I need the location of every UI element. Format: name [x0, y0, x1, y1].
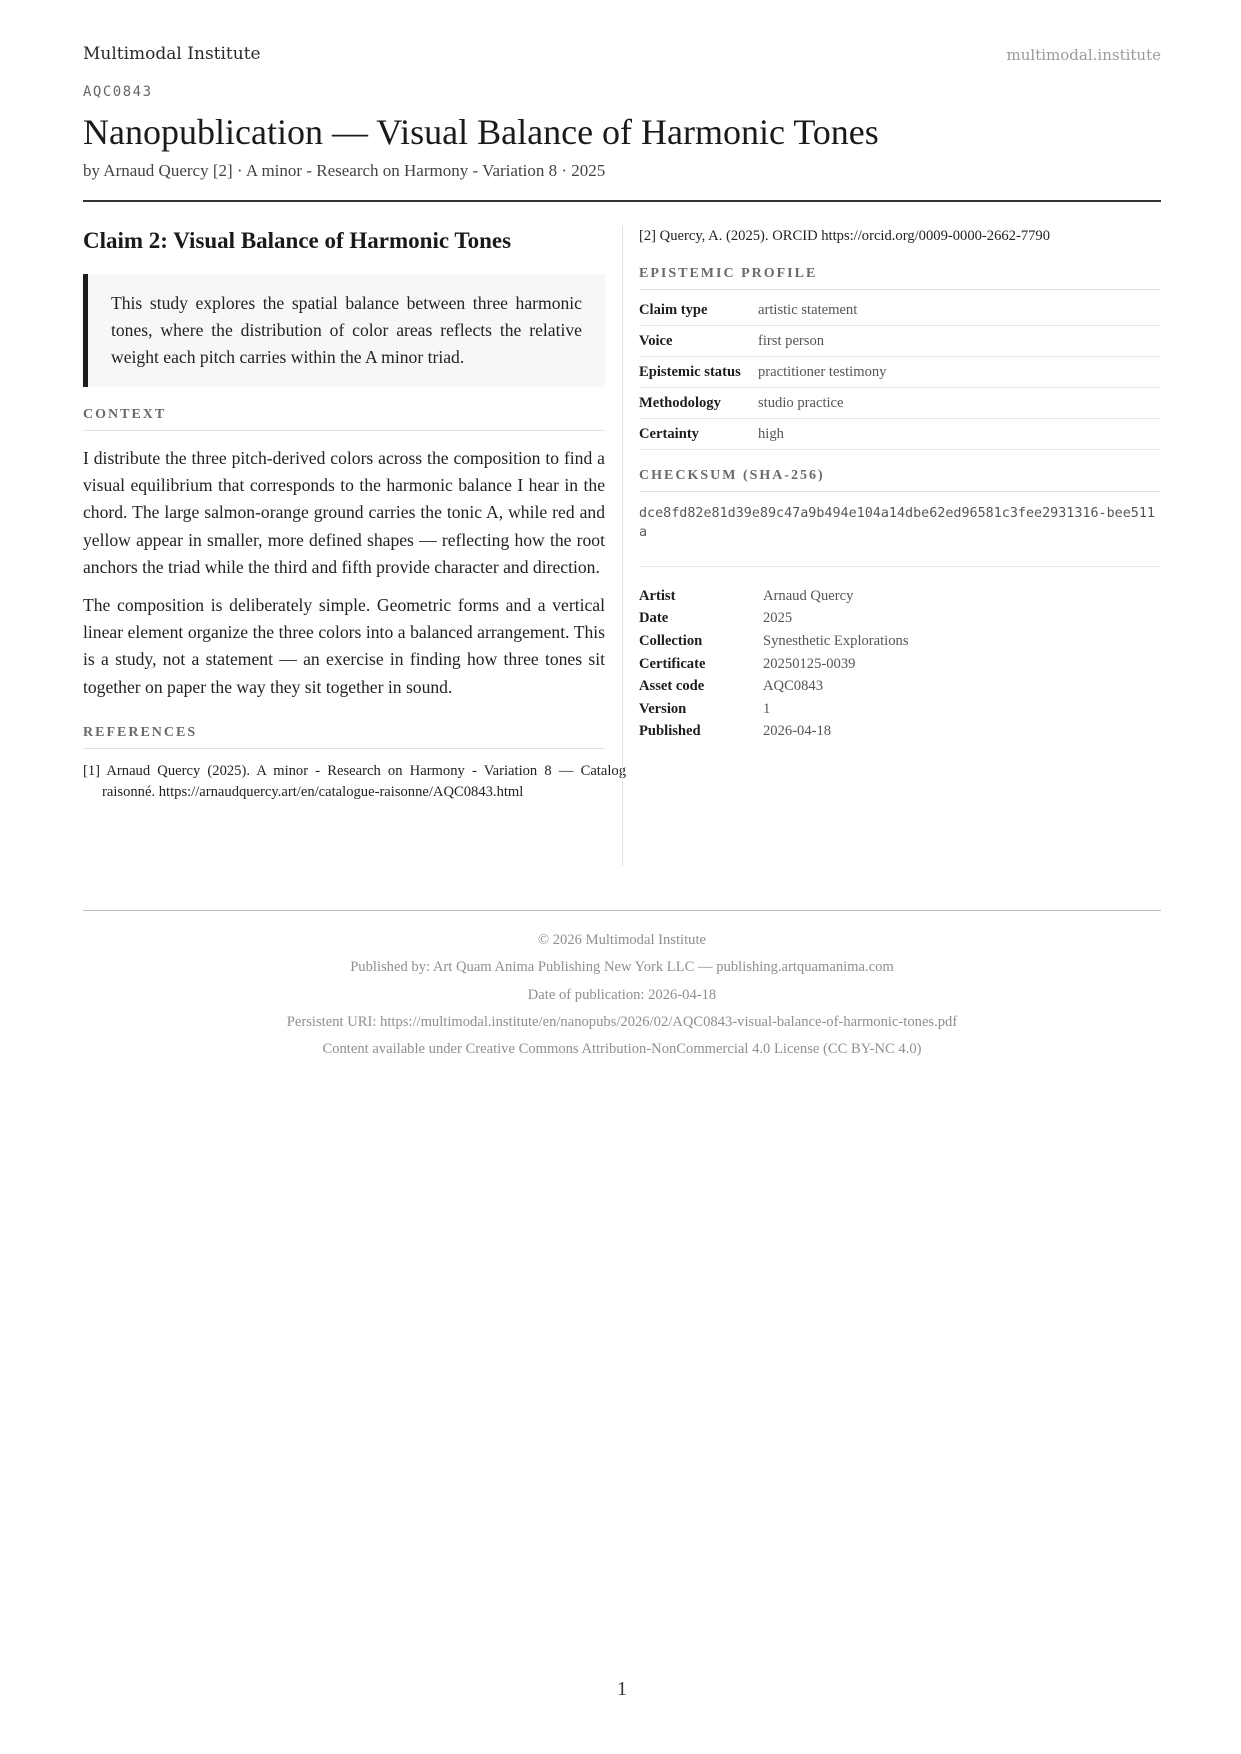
claim-abstract: This study explores the spatial balance between three harmonic tones, where the distribution of color areas reflects the relative weight each pitch carries within the A minor triad.: [83, 274, 605, 387]
table-row: [639, 419, 1161, 450]
footer-license: Content available under Creative Commons Attribution-NonCommercial 4.0 License (CC BY-NC 4.0): [322, 1041, 922, 1058]
row-key: Date: [639, 610, 669, 627]
main-column: [83, 226, 626, 803]
footer: [83, 927, 1161, 1063]
row-key: Collection: [639, 632, 703, 649]
table-row: [639, 326, 1161, 357]
checksum-value: dce8fd82e81d39e89c47a9b494e104a14dbe62ed96581c3fee2931316-bee511a: [639, 504, 1161, 567]
row-key: Epistemic status: [639, 357, 758, 388]
page-title: Nanopublication — Visual Balance of Harmonic Tones: [83, 112, 879, 152]
top-bar: [83, 44, 1161, 68]
page-number: 1: [617, 1678, 627, 1700]
row-value: Synesthetic Explorations: [763, 632, 909, 649]
table-row: [639, 721, 1161, 744]
references-label: REFERENCES: [83, 725, 605, 749]
context-label: CONTEXT: [83, 407, 605, 431]
table-row: [639, 608, 1161, 631]
byline: by Arnaud Quercy [2] · A minor - Research on Harmony - Variation 8 · 2025: [83, 161, 606, 180]
row-key: Asset code: [639, 678, 705, 695]
document-page: [83, 0, 1161, 1754]
header-divider: [83, 200, 1161, 202]
footer-uri[interactable]: Persistent URI: https://multimodal.institute/en/nanopubs/2026/02/AQC0843-visual-balance-of-harmonic-tones.pdf: [286, 1013, 958, 1030]
row-value: studio practice: [758, 388, 1161, 419]
row-key: Published: [639, 723, 701, 740]
row-value: 20250125-0039: [763, 655, 856, 672]
institution-domain[interactable]: multimodal.institute: [1006, 46, 1161, 64]
table-row: [639, 357, 1161, 388]
epistemic-profile-label: EPISTEMIC PROFILE: [639, 266, 1161, 290]
reference-item[interactable]: [1] Arnaud Quercy (2025). A minor - Research on Harmony - Variation 8 — Catalog raisonné. https://arnaudquercy.art/en/catalogue-raisonne/AQC0843.html: [83, 762, 626, 800]
footer-copyright: © 2026 Multimodal Institute: [538, 932, 706, 948]
author-reference[interactable]: [2] Quercy, A. (2025). ORCID https://orcid.org/0009-0000-2662-7790: [639, 228, 1051, 244]
row-key: Methodology: [639, 388, 758, 419]
footer-date: Date of publication: 2026-04-18: [527, 986, 717, 1003]
row-key: Certificate: [639, 655, 706, 672]
checksum-label: CHECKSUM (SHA-256): [639, 468, 1161, 492]
asset-code: AQC0843: [83, 84, 153, 100]
table-row: [639, 630, 1161, 653]
row-key: Voice: [639, 326, 758, 357]
row-key: Artist: [639, 587, 676, 604]
row-value: AQC0843: [763, 678, 823, 695]
column-divider: [622, 226, 623, 866]
row-value: 2026-04-18: [763, 723, 832, 740]
table-row: [639, 585, 1161, 608]
context-paragraph: I distribute the three pitch-derived colors across the composition to find a visual equilibrium that corresponds to the harmonic balance I hear in the chord. The large salmon-orange ground carries the tonic A, while red and yellow appear in smaller, more defined shapes — reflecting how the root anchors the triad while the third and fifth provide character and direction.: [83, 448, 605, 577]
metadata-table: [639, 585, 1161, 743]
institution-name: Multimodal Institute: [83, 44, 261, 64]
table-row: [639, 295, 1161, 326]
context-paragraph: The composition is deliberately simple. Geometric forms and a vertical linear element organize the three colors into a balanced arrangement. This is a study, not a statement — an exercise in finding how three tones sit together on paper the way they sit together in sound.: [83, 595, 605, 697]
row-value: Arnaud Quercy: [763, 587, 854, 604]
table-row: [639, 698, 1161, 721]
row-key: Version: [639, 700, 687, 717]
footer-publisher[interactable]: Published by: Art Quam Anima Publishing New York LLC — publishing.artquamanima.com: [350, 959, 894, 976]
row-value: 2025: [763, 610, 793, 627]
row-value: high: [758, 419, 1161, 450]
table-row: [639, 388, 1161, 419]
row-value: 1: [763, 700, 771, 717]
table-row: [639, 675, 1161, 698]
table-row: [639, 653, 1161, 676]
row-value: artistic statement: [758, 295, 1161, 326]
row-key: Certainty: [639, 419, 758, 450]
row-value: practitioner testimony: [758, 357, 1161, 388]
footer-divider: [83, 910, 1161, 911]
side-column: [639, 226, 1161, 743]
row-key: Claim type: [639, 295, 758, 326]
claim-heading: Claim 2: Visual Balance of Harmonic Tones: [83, 228, 512, 253]
row-value: first person: [758, 326, 1161, 357]
epistemic-profile-table: [639, 295, 1161, 450]
